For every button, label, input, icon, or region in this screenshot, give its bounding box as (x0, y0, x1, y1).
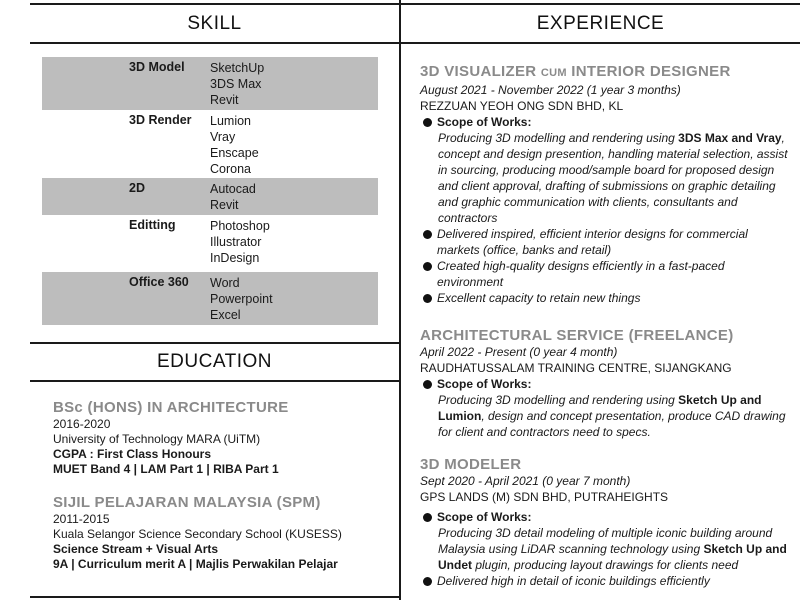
skill-category: Office 360 (129, 275, 189, 289)
skill-tool: Autocad (210, 182, 256, 196)
education-degree (53, 399, 393, 477)
bullet-icon (423, 380, 432, 389)
skill-tools (210, 113, 259, 177)
scope-item (420, 376, 790, 392)
scope-label: Scope of Works: (437, 377, 532, 391)
skill-tool: Powerpoint (210, 292, 273, 306)
achievement-text: Excellent capacity to retain new things (437, 291, 641, 305)
scope-text-part: plugin, producing layout drawings for clients need (472, 558, 739, 572)
skill-row-3d-render (42, 110, 378, 178)
education-title: EDUCATION (157, 351, 272, 372)
skill-category: Editting (129, 218, 176, 232)
skill-row-office (42, 272, 378, 325)
achievement-text: Created high-quality designs efficiently in a fast-paced environment (437, 259, 725, 289)
skill-tool: Vray (210, 130, 236, 144)
bullet-icon (423, 513, 432, 522)
scope-label: Scope of Works: (437, 510, 532, 524)
skill-category: 2D (129, 181, 145, 195)
degree-heading: BSc (HONS) IN ARCHITECTURE (53, 399, 289, 416)
skill-tool: InDesign (210, 251, 260, 265)
achievement-item (420, 258, 790, 290)
experience-title: EXPERIENCE (536, 13, 665, 34)
job-title (420, 63, 790, 82)
bottom-rule-left (30, 596, 399, 598)
skill-tool: Excel (210, 308, 241, 322)
bullet-icon (423, 230, 432, 239)
column-divider (399, 0, 401, 600)
scope-tools: 3DS Max and Vray (678, 131, 782, 145)
skill-title: SKILL (187, 13, 242, 34)
scope-text-part: Producing 3D modelling and rendering using (438, 131, 679, 145)
scope-item (420, 114, 790, 130)
skill-tools (210, 275, 273, 323)
bullet-icon (423, 118, 432, 127)
job-title-part: INTERIOR DESIGNER (566, 63, 731, 80)
job-period: August 2021 - November 2022 (1 year 3 months) (420, 83, 681, 97)
top-rule-left (30, 3, 399, 5)
degree-school: University of Technology MARA (UiTM) (53, 432, 261, 446)
skill-row-editting (42, 215, 378, 270)
scope-text (420, 525, 790, 573)
skill-tools (210, 218, 270, 266)
skill-category: 3D Model (129, 60, 185, 74)
job-company: GPS LANDS (M) SDN BHD, PUTRAHEIGHTS (420, 490, 669, 504)
skill-row-3d-model (42, 57, 378, 110)
skill-tools (210, 181, 256, 213)
degree-years: 2016-2020 (53, 417, 111, 431)
scope-text-part: , design and concept presentation, produce CAD drawing for client and contractors need to specs. (438, 409, 786, 439)
achievement-text: Delivered inspired, efficient interior designs for commercial markets (office, banks and retail) (437, 227, 748, 257)
job-title: ARCHITECTURAL SERVICE (FREELANCE) (420, 327, 734, 344)
degree-extra: MUET Band 4 | LAM Part 1 | RIBA Part 1 (53, 462, 279, 476)
education-spm (53, 494, 393, 572)
skill-tool: Revit (210, 93, 239, 107)
degree-cgpa: CGPA : First Class Honours (53, 447, 212, 461)
skill-tool: Enscape (210, 146, 259, 160)
bullet-icon (423, 262, 432, 271)
skill-tool: Revit (210, 198, 239, 212)
skill-tool: SketchUp (210, 61, 265, 75)
job-title-part: 3D VISUALIZER (420, 63, 541, 80)
spm-heading: SIJIL PELAJARAN MALAYSIA (SPM) (53, 494, 321, 511)
scope-item (420, 509, 790, 525)
achievement-item (420, 226, 790, 258)
skill-category: 3D Render (129, 113, 192, 127)
skill-tool: Corona (210, 162, 251, 176)
education-top-rule (30, 342, 399, 344)
spm-stream: Science Stream + Visual Arts (53, 542, 219, 556)
job-period: Sept 2020 - April 2021 (0 year 7 month) (420, 474, 631, 488)
scope-tools: Sketch Up and Lumion (438, 393, 762, 423)
job-company: RAUDHATUSSALAM TRAINING CENTRE, SIJANGKANG (420, 361, 732, 375)
spm-extra: 9A | Curriculum merit A | Majlis Perwakilan Pelajar (53, 557, 338, 571)
skill-tool: Photoshop (210, 219, 270, 233)
scope-text (420, 130, 790, 226)
spm-years: 2011-2015 (53, 512, 110, 526)
job-freelance (420, 327, 790, 440)
achievement-text: Delivered high in detail of iconic buildings efficiently (437, 574, 710, 588)
skill-tool: Word (210, 276, 240, 290)
scope-label: Scope of Works: (437, 115, 532, 129)
job-period: April 2022 - Present (0 year 4 month) (420, 345, 618, 359)
scope-text (420, 392, 790, 440)
job-modeler (420, 456, 790, 589)
job-title: 3D MODELER (420, 456, 522, 473)
job-company: REZZUAN YEOH ONG SDN BHD, KL (420, 99, 624, 113)
skill-tool: Lumion (210, 114, 251, 128)
skill-row-2d (42, 178, 378, 215)
education-header-rule (30, 380, 399, 382)
bullet-icon (423, 577, 432, 586)
bullet-icon (423, 294, 432, 303)
spm-school: Kuala Selangor Science Secondary School (KUSESS) (53, 527, 342, 541)
scope-text-part: , concept and design presention, handling material selection, assist in sourcing, producing mood/sample board for proposed design and client approval, drafting of submissions on graphic detailing and graphic communication with clients, consultants and contractors (438, 131, 788, 225)
skill-header-rule (30, 42, 399, 44)
achievement-item (420, 290, 790, 306)
scope-tools: Sketch Up and Undet (438, 542, 787, 572)
job-title-cum: CUM (540, 67, 567, 79)
scope-text-part: Producing 3D modelling and rendering using (438, 393, 679, 407)
experience-header-rule (401, 42, 800, 44)
scope-text-part: Producing 3D detail modeling of multiple iconic building around Malaysia using LiDAR scanning technology using (438, 526, 773, 556)
skill-tool: Illustrator (210, 235, 262, 249)
skill-tools (210, 60, 264, 108)
skill-tool: 3DS Max (210, 77, 262, 91)
achievement-item (420, 573, 790, 589)
job-visualizer (420, 63, 790, 306)
top-rule-right (401, 3, 800, 5)
